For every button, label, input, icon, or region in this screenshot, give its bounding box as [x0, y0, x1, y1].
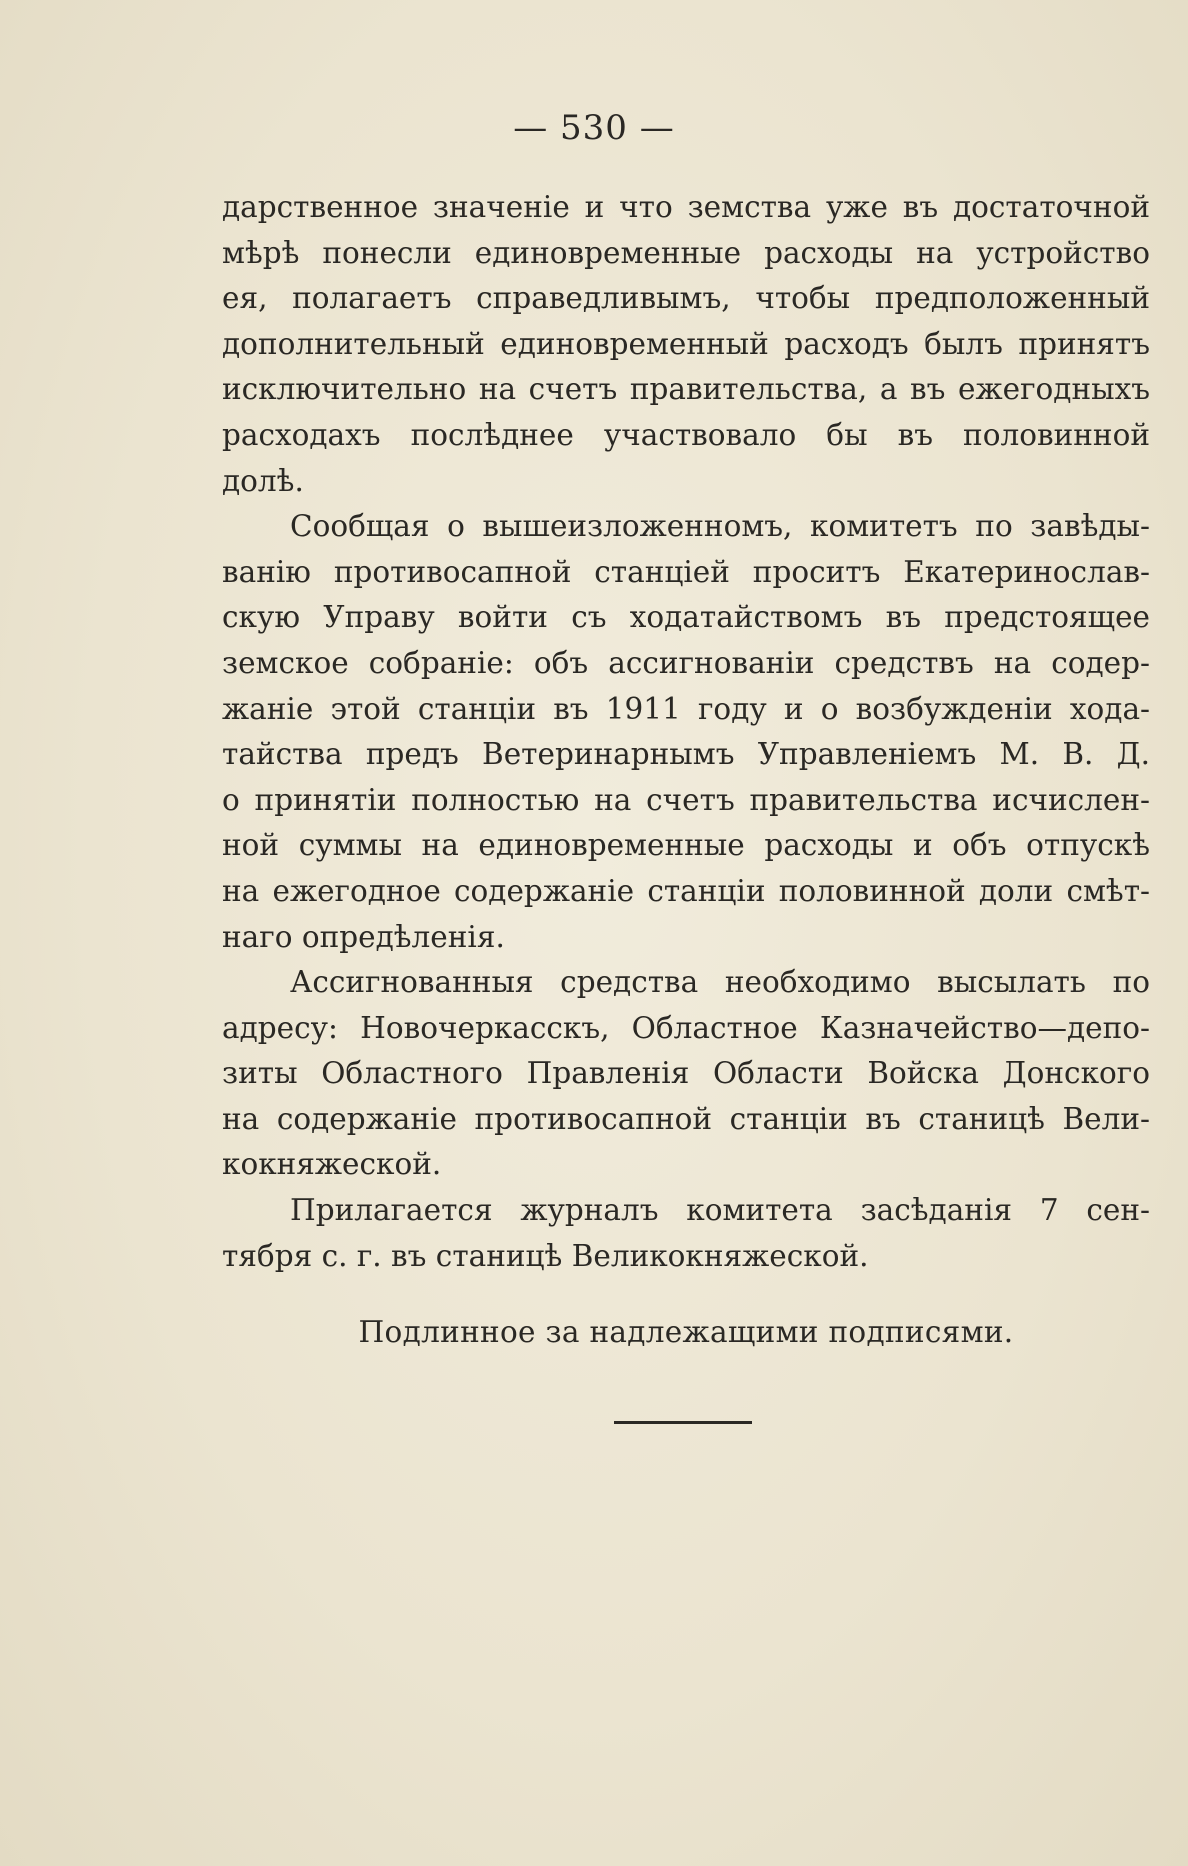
end-rule: [614, 1421, 752, 1424]
text-line: наго опредѣленія.: [222, 919, 505, 954]
body-text: [222, 185, 1150, 1279]
text-line: кокняжеской.: [222, 1147, 442, 1182]
text-line: дополнительный единовременный расходъ былъ принятъ: [222, 326, 1150, 361]
text-line: жаніе этой станціи въ 1911 году и о возбужденіи хода-: [222, 691, 1150, 726]
text-line: зиты Областного Правленія Области Войска Донского: [222, 1056, 1150, 1091]
paragraph-4: [222, 1188, 1150, 1279]
text-line: тября с. г. въ станицѣ Великокняжеской.: [222, 1238, 869, 1273]
text-line: тайства предъ Ветеринарнымъ Управленіемъ М. В. Д.: [222, 737, 1150, 772]
text-line: о принятіи полностью на счетъ правительства исчислен-: [222, 782, 1150, 817]
text-line: ея, полагаетъ справедливымъ, чтобы предположенный: [222, 281, 1150, 316]
paragraph-1: [222, 185, 1150, 504]
paragraph-3: [222, 960, 1150, 1188]
text-line: исключительно на счетъ правительства, а въ ежегодныхъ: [222, 372, 1150, 407]
text-line: скую Управу войти съ ходатайствомъ въ предстоящее: [222, 600, 1150, 635]
text-line: долѣ.: [222, 463, 304, 498]
text-line: ванію противосапной станціей проситъ Екатеринослав-: [222, 554, 1150, 589]
paragraph-2: [222, 504, 1150, 960]
text-line: Сообщая о вышеизложенномъ, комитетъ по завѣды-: [290, 509, 1150, 544]
page-number: — 530 —: [513, 108, 675, 148]
text-line: ной суммы на единовременные расходы и объ отпускѣ: [222, 828, 1150, 863]
signature-note: Подлинное за надлежащими подписями.: [358, 1315, 1014, 1349]
text-line: Ассигнованныя средства необходимо высылать по: [290, 965, 1150, 1000]
text-line: мѣрѣ понесли единовременные расходы на устройство: [222, 235, 1150, 270]
text-line: расходахъ послѣднее участвовало бы въ половинной: [222, 417, 1150, 452]
text-line: на содержаніе противосапной станціи въ станицѣ Вели-: [222, 1101, 1150, 1136]
text-line: дарственное значеніе и что земства уже въ достаточной: [222, 190, 1150, 224]
text-line: на ежегодное содержаніе станціи половинной доли смѣт-: [222, 873, 1150, 908]
text-line: земское собраніе: объ ассигнованіи средствъ на содер-: [222, 645, 1150, 680]
text-line: Прилагается журналъ комитета засѣданія 7 сен-: [290, 1193, 1150, 1228]
text-line: адресу: Новочеркасскъ, Областное Казначейство—депо-: [222, 1010, 1150, 1045]
